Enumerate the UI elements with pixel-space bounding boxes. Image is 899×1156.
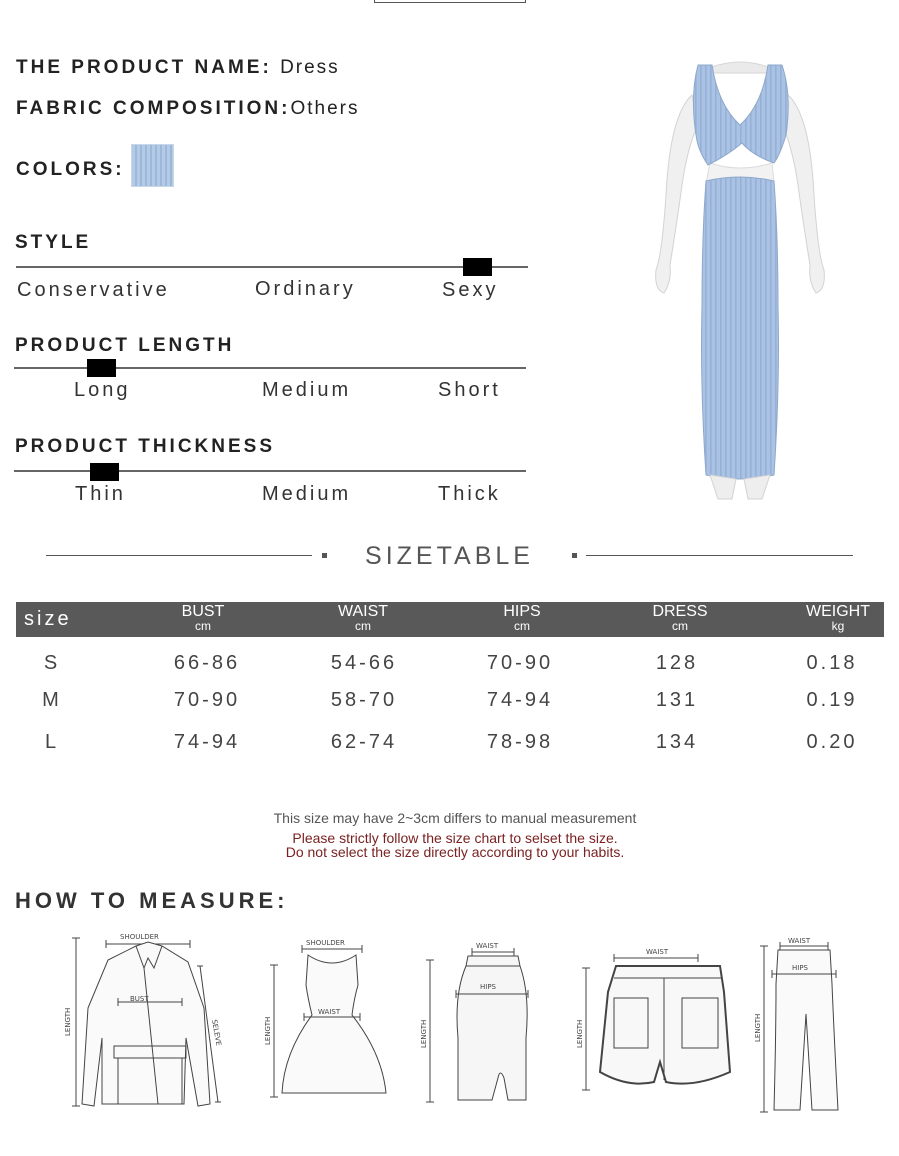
sizetable-title: SIZETABLE: [365, 542, 534, 570]
row-s-bust: 66-86: [173, 652, 241, 674]
top-tab-decoration: [374, 0, 526, 3]
dress-shoulder-label: SHOULDER: [306, 939, 345, 947]
dress-header-unit: cm: [672, 619, 688, 633]
skirt-length-label: LENGTH: [420, 1019, 428, 1048]
row-m-weight: 0.19: [806, 689, 858, 711]
weight-header-name: WEIGHT: [806, 603, 870, 620]
row-l-weight: 0.20: [806, 731, 858, 753]
sizetable-rule-right: [586, 555, 853, 556]
product-name-value: Dress: [280, 57, 340, 78]
jacket-measure-diagram: [58, 928, 233, 1113]
fabric-value: Others: [290, 98, 360, 119]
bust-header-unit: cm: [195, 619, 211, 633]
how-to-measure-title: HOW TO MEASURE:: [15, 888, 289, 913]
row-l-hips: 78-98: [486, 731, 554, 753]
shorts-length-label: LENGTH: [576, 1019, 584, 1048]
row-m-waist: 58-70: [330, 689, 398, 711]
length-title: PRODUCT LENGTH: [15, 335, 235, 356]
style-marker: [463, 258, 492, 276]
dress-length-label: LENGTH: [264, 1016, 272, 1045]
length-label-long: Long: [74, 379, 131, 401]
note-follow-size-chart: Please strictly follow the size chart to selset the size.: [292, 830, 618, 846]
style-label-conservative: Conservative: [17, 279, 170, 301]
row-s-dress: 128: [655, 652, 699, 674]
weight-header-unit: kg: [831, 619, 845, 633]
row-l-size: L: [44, 731, 60, 753]
style-title: STYLE: [15, 232, 92, 253]
waist-column-header: [323, 605, 403, 633]
bust-column-header: [163, 605, 243, 633]
thickness-marker: [90, 463, 119, 481]
row-s-waist: 54-66: [330, 652, 398, 674]
jacket-sleeve-label: SELEVE: [210, 1018, 223, 1047]
skirt-waist-label: WAIST: [476, 942, 499, 950]
jacket-length-label: LENGTH: [64, 1007, 72, 1036]
colors-label: COLORS:: [16, 159, 125, 180]
row-l-bust: 74-94: [173, 731, 241, 753]
row-s-size: S: [43, 652, 61, 674]
size-column-header: size: [24, 608, 72, 630]
pants-length-label: LENGTH: [754, 1013, 762, 1042]
skirt-measure-diagram: [418, 938, 538, 1106]
jacket-bust-label: BUST: [130, 995, 149, 1003]
dress-column-header: [640, 605, 720, 633]
size-table-header: [16, 602, 884, 637]
style-label-ordinary: Ordinary: [255, 278, 356, 300]
product-name-label: THE PRODUCT NAME:: [16, 57, 272, 78]
fabric-line: [16, 98, 359, 120]
note-no-habit-select: Do not select the size directly according to your habits.: [285, 844, 625, 860]
sizetable-dot-right: [572, 553, 577, 558]
note-measurement-diff: This size may have 2~3cm differs to manual measurement: [273, 810, 637, 826]
length-label-short: Short: [438, 379, 501, 401]
row-s-hips: 70-90: [486, 652, 554, 674]
pants-waist-label: WAIST: [788, 937, 811, 945]
hips-column-header: [482, 605, 562, 633]
length-label-medium: Medium: [262, 379, 352, 401]
style-scale-line: [16, 266, 528, 268]
hips-header-name: HIPS: [503, 603, 541, 620]
row-s-weight: 0.18: [806, 652, 858, 674]
thickness-label-thick: Thick: [438, 483, 501, 505]
row-m-hips: 74-94: [486, 689, 554, 711]
product-photo-dress: [640, 55, 840, 505]
thickness-label-thin: Thin: [75, 483, 126, 505]
row-l-waist: 62-74: [330, 731, 398, 753]
colors-line: [16, 159, 125, 181]
skirt-hips-label: HIPS: [480, 983, 496, 991]
product-name-line: [16, 57, 340, 79]
color-swatch-blue[interactable]: [131, 144, 174, 187]
shorts-measure-diagram: [574, 942, 744, 1097]
dress-waist-label: WAIST: [318, 1008, 341, 1016]
hips-header-unit: cm: [514, 619, 530, 633]
row-l-dress: 134: [655, 731, 699, 753]
row-m-bust: 70-90: [173, 689, 241, 711]
pants-hips-label: HIPS: [792, 964, 808, 972]
style-label-sexy: Sexy: [442, 279, 499, 301]
jacket-shoulder-label: SHOULDER: [120, 933, 159, 941]
length-marker: [87, 359, 116, 377]
thickness-label-medium: Medium: [262, 483, 352, 505]
bust-header-name: BUST: [181, 603, 225, 620]
dress-measure-diagram: [262, 935, 392, 1100]
thickness-title: PRODUCT THICKNESS: [15, 436, 276, 457]
pants-measure-diagram: [748, 934, 848, 1116]
row-m-dress: 131: [655, 689, 699, 711]
dress-header-name: DRESS: [652, 603, 708, 620]
shorts-waist-label: WAIST: [646, 948, 669, 956]
waist-header-name: WAIST: [337, 603, 389, 620]
weight-column-header: [798, 605, 878, 633]
fabric-label: FABRIC COMPOSITION:: [16, 98, 291, 119]
row-m-size: M: [42, 689, 62, 711]
waist-header-unit: cm: [355, 619, 371, 633]
